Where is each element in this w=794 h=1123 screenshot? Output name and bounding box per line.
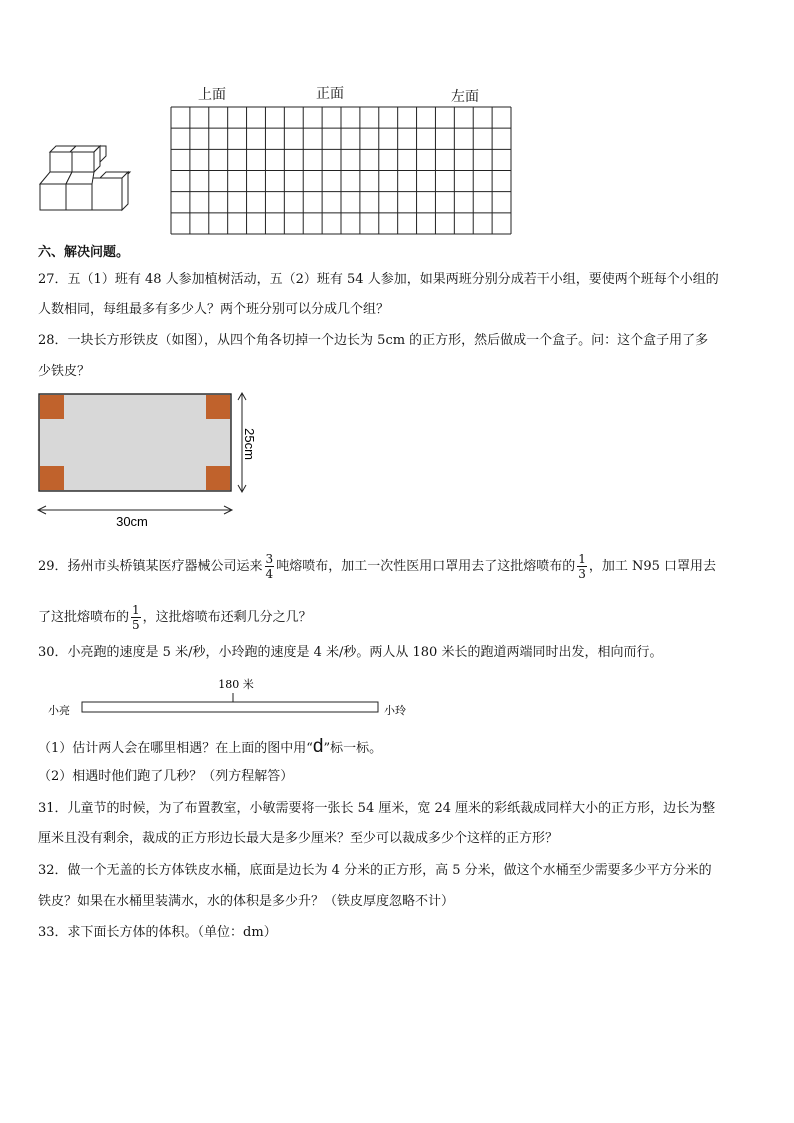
corner-square-br	[206, 466, 230, 490]
fraction-one-fifth: $\frac{1}{5}$	[132, 603, 140, 632]
q29-line1	[38, 552, 716, 581]
fraction-one-third: $\frac{1}{3}$	[578, 552, 586, 581]
view-label-left: 左面	[451, 89, 479, 105]
corner-square-bl	[40, 466, 64, 490]
view-label-top: 上面	[198, 87, 226, 103]
view-label-front: 正面	[316, 86, 344, 102]
corner-square-tl	[40, 395, 64, 419]
runner-right-label: 小玲	[384, 704, 406, 717]
q29-text-1: 29．扬州市头桥镇某医疗器械公司运来	[38, 559, 263, 574]
q30-line1: 30．小亮跑的速度是 5 米/秒，小玲跑的速度是 4 米/秒。两人从 180 米长的跑道两端同时出发，相向而行。	[38, 645, 663, 660]
section-title: 六、解决问题。	[38, 245, 130, 260]
q28-line2: 少铁皮？	[38, 364, 91, 379]
tin-sheet-figure	[32, 388, 262, 530]
q29-text-2: 吨熔喷布，加工一次性医用口罩用去了这批熔喷布的	[276, 559, 576, 574]
track-bar	[82, 702, 378, 712]
drawing-grid[interactable]	[170, 106, 512, 235]
q30-sub2: （2）相遇时他们跑了几秒？（列方程解答）	[38, 769, 294, 784]
q30-sub1: （1）估计两人会在哪里相遇？在上面的图中用“d”标一标。	[38, 736, 383, 757]
meeting-mark: d	[312, 736, 324, 757]
tin-sheet	[39, 394, 231, 491]
width-label: 30cm	[116, 514, 148, 529]
q32-line2: 铁皮？如果在水桶里装满水，水的体积是多少升？（铁皮厚度忽略不计）	[38, 894, 455, 909]
cube-stack-figure	[36, 140, 136, 216]
q31-line1: 31．儿童节的时候，为了布置教室，小敏需要将一张长 54 厘米，宽 24 厘米的彩纸裁成同样大小的正方形，边长为整	[38, 801, 716, 816]
track-length-label: 180 米	[218, 678, 254, 691]
fraction-three-quarters: $\frac{3}{4}$	[265, 552, 274, 581]
q29-text-3: ，加工 N95 口罩用去	[588, 559, 717, 574]
q29-text-5: ，这批熔喷布还剩几分之几？	[142, 610, 312, 625]
height-label: 25cm	[242, 428, 257, 460]
q27-line2: 人数相同，每组最多有多少人？两个班分别可以分成几个组？	[38, 302, 390, 317]
q28-line1: 28．一块长方形铁皮（如图），从四个角各切掉一个边长为 5cm 的正方形，然后做成一个盒子。问：这个盒子用了多	[38, 333, 709, 348]
q33-line1: 33．求下面长方体的体积。（单位：dm）	[38, 925, 277, 940]
corner-square-tr	[206, 395, 230, 419]
q31-line2: 厘米且没有剩余，裁成的正方形边长最大是多少厘米？至少可以裁成多少个这样的正方形？	[38, 831, 559, 846]
q27-line1: 27．五（1）班有 48 人参加植树活动，五（2）班有 54 人参加，如果两班分别分成若干小组，要使两个班每个小组的	[38, 272, 719, 287]
q29-text-4: 了这批熔喷布的	[38, 610, 130, 625]
track-figure[interactable]	[40, 676, 430, 720]
runner-left-label: 小亮	[48, 704, 70, 717]
q32-line1: 32．做一个无盖的长方体铁皮水桶，底面是边长为 4 分米的正方形，高 5 分米，做这个水桶至少需要多少平方分米的	[38, 863, 712, 878]
q29-line2	[38, 603, 312, 632]
